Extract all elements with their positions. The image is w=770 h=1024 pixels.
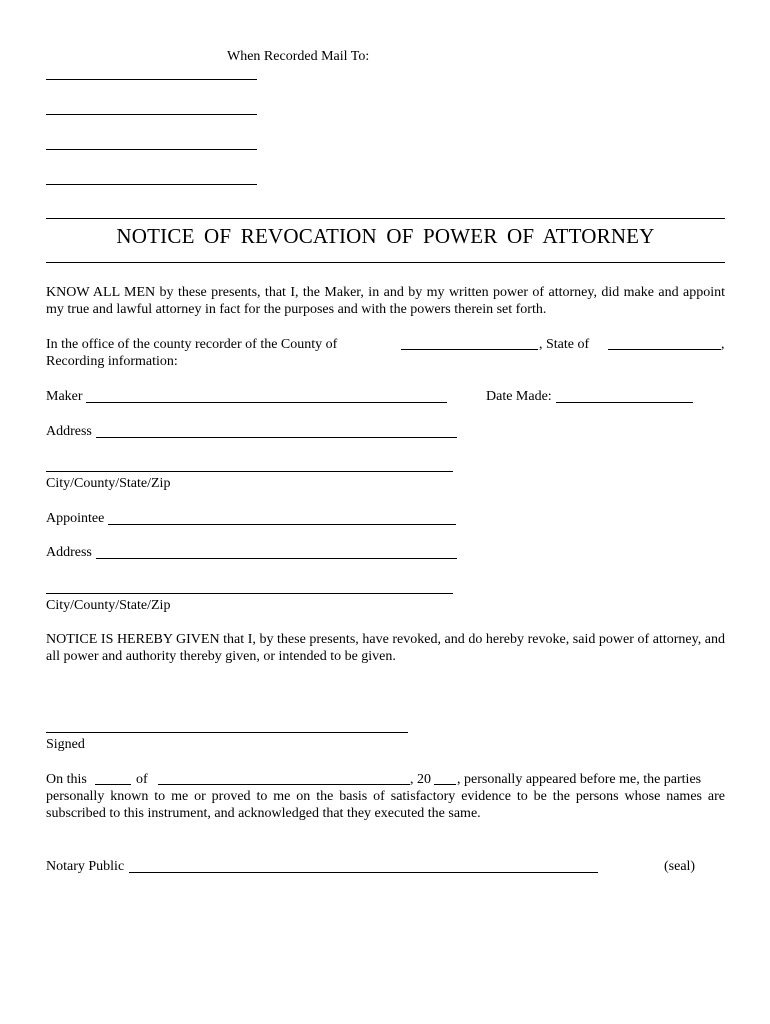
county-field[interactable] xyxy=(401,336,538,350)
seal-label: (seal) xyxy=(664,859,696,874)
notary-public-field[interactable] xyxy=(129,872,598,873)
notary-paragraph-rest: personally known to me or proved to me on the basis of satisfactory evidence to be the persons whose names are subscribed to this instrument, and acknowledged that they executed the same. xyxy=(46,789,725,821)
appointee-city-label: City/County/State/Zip xyxy=(46,598,171,613)
maker-field[interactable] xyxy=(86,402,447,403)
title-bottom-rule xyxy=(46,262,725,263)
notary-public-label: Notary Public xyxy=(46,859,125,874)
maker-address-field[interactable] xyxy=(96,437,457,438)
know-all-men-paragraph: KNOW ALL MEN by these presents, that I, the Maker, in and by my written power of attorney, did make and appoint my true and lawful attorney in fact for the purposes and with the powers therein set forth. xyxy=(46,285,725,317)
mail-to-line-2[interactable] xyxy=(46,114,257,115)
mail-to-line-1[interactable] xyxy=(46,79,257,80)
appointee-address-label: Address xyxy=(46,545,92,560)
notary-first-line-rest: , personally appeared before me, the parties xyxy=(457,772,702,787)
state-of-label: , State of xyxy=(539,337,590,352)
appointee-address-field[interactable] xyxy=(96,558,457,559)
maker-label: Maker xyxy=(46,389,83,404)
appointee-field[interactable] xyxy=(108,524,456,525)
notary-first-line xyxy=(46,771,725,788)
year-prefix-label: , 20 xyxy=(410,772,431,787)
state-field[interactable] xyxy=(608,336,721,350)
maker-city-field[interactable] xyxy=(46,471,453,472)
title-top-rule xyxy=(46,218,725,219)
on-this-label: On this xyxy=(46,772,87,787)
date-made-field[interactable] xyxy=(556,402,693,403)
mail-to-line-3[interactable] xyxy=(46,149,257,150)
appointee-label: Appointee xyxy=(46,511,105,526)
maker-address-label: Address xyxy=(46,424,92,439)
signed-label: Signed xyxy=(46,737,85,752)
county-recorder-prefix: In the office of the county recorder of the County of xyxy=(46,337,338,352)
notice-given-paragraph: NOTICE IS HEREBY GIVEN that I, by these presents, have revoked, and do hereby revoke, said power of attorney, and all power and authority thereby given, or intended to be given. xyxy=(46,632,725,664)
maker-city-label: City/County/State/Zip xyxy=(46,476,171,491)
recording-information-label: Recording information: xyxy=(46,354,178,369)
of-label: of xyxy=(136,772,148,787)
mail-to-line-4[interactable] xyxy=(46,184,257,185)
document-title: NOTICE OF REVOCATION OF POWER OF ATTORNEY xyxy=(116,224,655,248)
month-field[interactable] xyxy=(158,771,410,785)
county-recorder-line xyxy=(46,336,725,353)
mail-to-label: When Recorded Mail To: xyxy=(227,49,370,64)
day-field[interactable] xyxy=(95,771,131,785)
year-field[interactable] xyxy=(434,771,456,785)
state-comma: , xyxy=(721,337,725,352)
signature-field[interactable] xyxy=(46,732,408,733)
appointee-city-field[interactable] xyxy=(46,593,453,594)
date-made-label: Date Made: xyxy=(486,389,552,404)
